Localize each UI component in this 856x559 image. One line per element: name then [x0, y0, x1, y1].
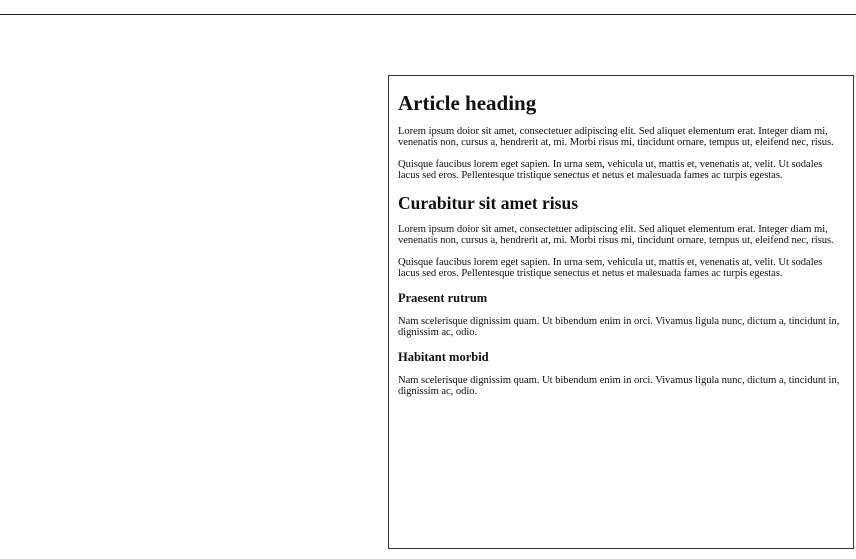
subsection-paragraph: Nam scelerisque dignissim quam. Ut bibendum enim in orci. Vivamus ligula nunc, dictum a, tincidunt in, dignissim ac, odio.	[398, 375, 840, 397]
article-panel	[388, 75, 854, 549]
article-paragraph: Quisque faucibus lorem eget sapien. In urna sem, vehicula ut, mattis et, venenatis at, velit. Ut sodales lacus sed eros. Pellentesque tristique senectus et netus et malesuada fames ac turpis egestas.	[398, 159, 823, 181]
section-paragraph: Lorem ipsum doior sit amet, consectetuer adipiscing elit. Sed aliquet elementum erat. Integer diam mi, venenatis non, cursus a, hendrerit at, mi. Morbi risus mi, tincidunt ornare, tempus ut, eleifend nec, risus.	[398, 224, 834, 246]
subsection-heading: Habitant morbid	[398, 350, 489, 364]
section-paragraph: Quisque faucibus lorem eget sapien. In urna sem, vehicula ut, mattis et, venenatis at, velit. Ut sodales lacus sed eros. Pellentesque tristique senectus et netus et malesuada fames ac turpis egestas.	[398, 257, 823, 279]
subsection-heading: Praesent rutrum	[398, 291, 488, 305]
article-paragraph: Lorem ipsum doior sit amet, consectetuer adipiscing elit. Sed aliquet elementum erat. Integer diam mi, venenatis non, cursus a, hendrerit at, mi. Morbi risus mi, tincidunt ornare, tempus ut, eleifend nec, risus.	[398, 126, 834, 148]
article-heading: Article heading	[398, 91, 537, 115]
subsection-paragraph: Nam scelerisque dignissim quam. Ut bibendum enim in orci. Vivamus ligula nunc, dictum a, tincidunt in, dignissim ac, odio.	[398, 316, 840, 338]
section-heading: Curabitur sit amet risus	[398, 193, 579, 213]
top-divider	[0, 14, 856, 15]
